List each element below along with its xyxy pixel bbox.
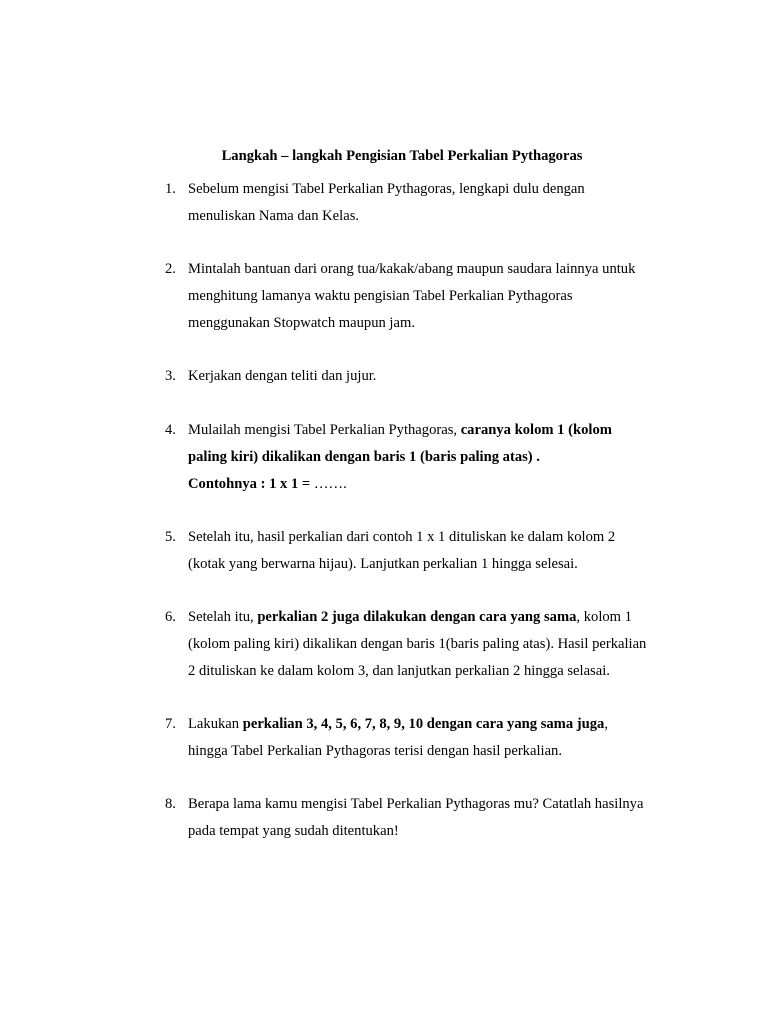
- text-line: [188, 176, 668, 203]
- list-item-text: [188, 417, 668, 498]
- text-line: [188, 738, 668, 765]
- text-run: (kolom paling kiri) dikalikan dengan baris 1(baris paling atas). Hasil perkalian: [188, 636, 647, 652]
- list-item-text: [188, 791, 668, 845]
- text-line: [188, 711, 668, 738]
- emphasis-text: paling kiri) dikalikan dengan baris 1 (baris paling atas) .: [188, 449, 540, 465]
- list-item-number: 7.: [165, 716, 176, 732]
- list-item-number: 1.: [165, 181, 176, 197]
- text-line: [188, 310, 668, 337]
- text-run: hingga Tabel Perkalian Pythagoras terisi dengan hasil perkalian.: [188, 743, 562, 759]
- text-line: [188, 524, 668, 551]
- text-line: [188, 417, 668, 444]
- text-line: [188, 363, 668, 390]
- emphasis-text: perkalian 3, 4, 5, 6, 7, 8, 9, 10 dengan cara yang sama juga: [242, 716, 605, 732]
- list-item-text: [188, 711, 668, 765]
- list-item-number: 8.: [165, 796, 176, 812]
- emphasis-text: perkalian 2 juga dilakukan dengan cara yang sama: [257, 609, 577, 625]
- text-line: [188, 471, 668, 498]
- text-run: Sebelum mengisi Tabel Perkalian Pythagoras, lengkapi dulu dengan: [188, 181, 585, 197]
- text-line: [188, 283, 668, 310]
- text-line: [188, 604, 668, 631]
- text-run: Setelah itu, hasil perkalian dari contoh 1 x 1 dituliskan ke dalam kolom 2: [188, 529, 616, 545]
- list-item-text: [188, 524, 668, 578]
- list-item-number: 5.: [165, 529, 176, 545]
- text-line: [188, 551, 668, 578]
- emphasis-text: Contohnya : 1 x 1 =: [188, 476, 314, 492]
- text-line: [188, 444, 668, 471]
- list-item-text: [188, 363, 668, 390]
- list-item-text: [188, 176, 668, 230]
- list-item-number: 2.: [165, 261, 176, 277]
- text-line: [188, 203, 668, 230]
- text-run: pada tempat yang sudah ditentukan!: [188, 823, 399, 839]
- text-line: [188, 818, 668, 845]
- text-run: Kerjakan dengan teliti dan jujur.: [188, 368, 377, 384]
- text-run: …….: [313, 476, 347, 492]
- text-run: Setelah itu,: [188, 609, 258, 625]
- list-item-number: 6.: [165, 609, 176, 625]
- list-item-text: [188, 604, 668, 685]
- text-run: 2 dituliskan ke dalam kolom 3, dan lanjutkan perkalian 2 hingga selasai.: [188, 663, 610, 679]
- text-run: (kotak yang berwarna hijau). Lanjutkan perkalian 1 hingga selesai.: [188, 556, 578, 572]
- list-item-text: [188, 256, 668, 337]
- text-run: Mulailah mengisi Tabel Perkalian Pythagoras,: [188, 422, 461, 438]
- text-run: , kolom 1: [576, 609, 632, 625]
- text-run: Berapa lama kamu mengisi Tabel Perkalian Pythagoras mu? Catatlah hasilnya: [188, 796, 644, 812]
- emphasis-text: caranya kolom 1 (kolom: [460, 422, 612, 438]
- text-run: menggunakan Stopwatch maupun jam.: [188, 315, 415, 331]
- text-line: [188, 791, 668, 818]
- page-title: Langkah – langkah Pengisian Tabel Perkalian Pythagoras: [221, 148, 583, 164]
- text-run: Mintalah bantuan dari orang tua/kakak/abang maupun saudara lainnya untuk: [188, 261, 636, 277]
- text-run: menuliskan Nama dan Kelas.: [188, 208, 360, 224]
- text-line: [188, 256, 668, 283]
- text-run: menghitung lamanya waktu pengisian Tabel Perkalian Pythagoras: [188, 288, 573, 304]
- text-run: Lakukan: [188, 716, 243, 732]
- text-line: [188, 631, 668, 658]
- list-item-number: 3.: [165, 368, 176, 384]
- text-run: ,: [604, 716, 608, 732]
- list-item-number: 4.: [165, 422, 176, 438]
- text-line: [188, 658, 668, 685]
